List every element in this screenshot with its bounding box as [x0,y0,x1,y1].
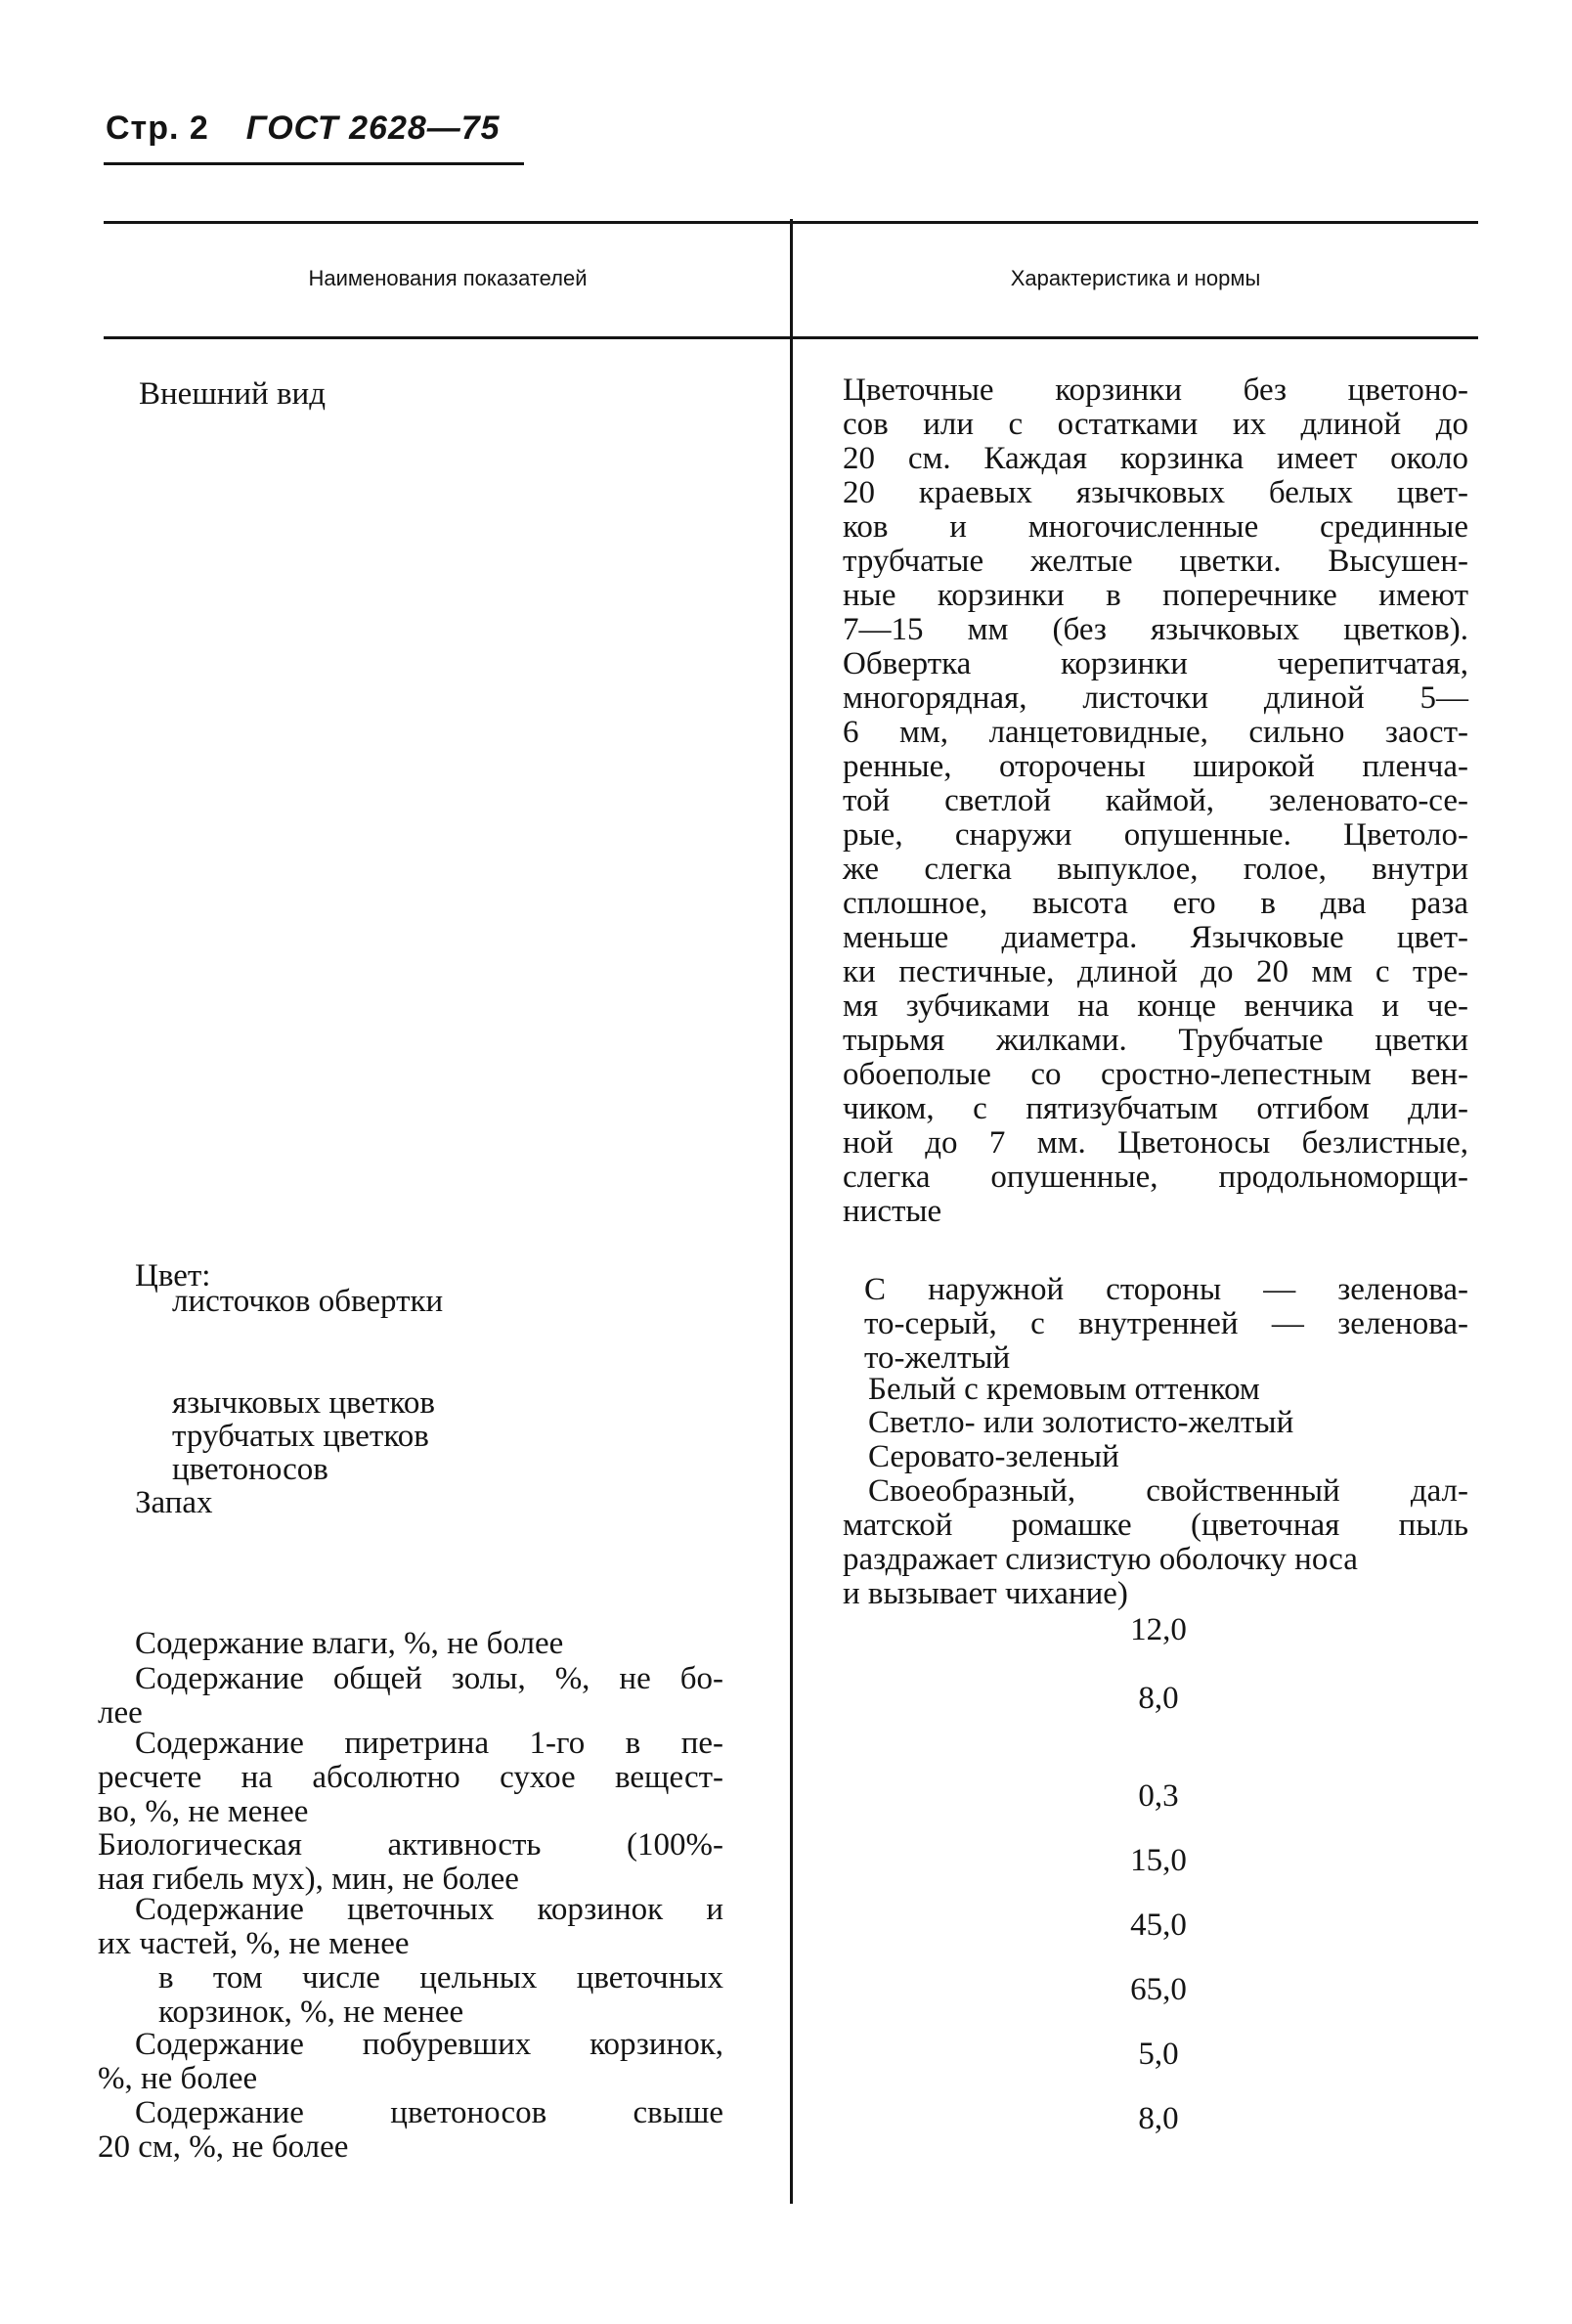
text-line: лее [98,1695,143,1731]
text-line: в том числе цельных цветочных [158,1960,723,1995]
text-line: раздражает слизистую оболочку носа [843,1542,1358,1577]
text-line: чиком, с пятизубчатым отгибом дли- [843,1091,1468,1126]
smell-label: Запах [135,1485,213,1520]
peduncles-color-value: Серовато-зеленый [868,1439,1119,1474]
indicator-label [98,1662,723,1731]
column-divider [790,219,793,2204]
standard-title: ГОСТ 2628—75 [245,110,501,147]
text-line: 7—15 мм (без язычковых цветков). [843,612,1468,647]
text-line: 20 см, %, не более [98,2129,349,2165]
indicator-value: 8,0 [1138,2101,1179,2136]
text-line: Содержание цветочных корзинок и [135,1892,723,1927]
text-line: ки пестичные, длиной до 20 мм с тре- [843,954,1468,989]
text-line: их частей, %, не менее [98,1926,410,1961]
header-rule [104,162,524,165]
indicator-label [158,1961,723,2030]
text-line: сов или с остатками их длиной до [843,407,1468,442]
indicator-label [98,2096,723,2165]
text-line: меньше диаметра. Язычковые цвет- [843,920,1468,955]
text-line: слегка опушенные, продольноморщи- [843,1160,1468,1195]
text-line: 20 краевых язычковых белых цвет- [843,475,1468,510]
ligulate-color-value: Белый с кремовым оттенком [868,1372,1260,1407]
text-line: ная гибель мух), мин, не более [98,1862,519,1897]
text-line: той светлой каймой, зеленовато-се- [843,783,1468,818]
indicator-value: 5,0 [1138,2037,1179,2072]
bracts-label: листочков обвертки [172,1284,444,1319]
indicator-value: 15,0 [1130,1843,1187,1878]
text-line: Содержание цветоносов свыше [135,2095,723,2130]
indicator-value: 65,0 [1130,1972,1187,2007]
page-number: Стр. 2 [106,110,209,147]
text-line: ресчете на абсолютно сухое вещест- [98,1760,723,1795]
text-line: то-желтый [864,1340,1011,1376]
text-line: то-серый, с внутренней — зеленова- [864,1306,1468,1341]
text-line: трубчатые желтые цветки. Высушен- [843,544,1468,579]
text-line: рые, снаружи опушенные. Цветоло- [843,817,1468,853]
text-line: во, %, не менее [98,1794,309,1829]
tubular-label: трубчатых цветков [172,1419,429,1454]
text-line: нистые [843,1194,942,1229]
text-line: ренные, оторочены широкой пленча- [843,749,1468,784]
text-line: и вызывает чихание) [843,1576,1128,1611]
text-line: Содержание пиретрина 1-го в пе- [135,1726,723,1761]
indicator-label [98,1893,723,1961]
color-label: Цвет: [135,1258,211,1294]
page-header [106,110,501,148]
indicator-label [98,1828,723,1897]
text-line: тырьмя жилками. Трубчатые цветки [843,1023,1468,1058]
text-line: Биологическая активность (100%- [98,1827,723,1863]
text-line: же слегка выпуклое, голое, внутри [843,852,1468,887]
text-line: Своеобразный, свойственный дал- [868,1473,1468,1509]
text-line: обоеполые со сростно-лепестным вен- [843,1057,1468,1092]
text-line: Цветочные корзинки без цветоно- [843,373,1468,408]
column-header-norms: Характеристика и нормы [1010,266,1261,290]
text-line: Содержание общей золы, %, не бо- [135,1661,723,1696]
text-line: сплошное, высота его в два раза [843,886,1468,921]
column-header-indicators: Наименования показателей [308,266,588,290]
text-line: матской ромашке (цветочная пыль [843,1508,1468,1543]
indicator-value: 8,0 [1138,1681,1179,1716]
indicator-label: Содержание влаги, %, не более [135,1626,564,1661]
text-line: ков и многочисленные срединные [843,509,1468,545]
text-line: ные корзинки в поперечнике имеют [843,578,1468,613]
text-line: С наружной стороны — зеленова- [864,1272,1468,1307]
indicator-label [98,2028,723,2096]
peduncles-label: цветоносов [172,1452,328,1487]
indicator-label [98,1727,723,1829]
indicator-value: 0,3 [1138,1778,1179,1814]
tubular-color-value: Светло- или золотисто-желтый [868,1405,1294,1440]
text-line: ной до 7 мм. Цветоносы безлистные, [843,1125,1468,1161]
text-line: корзинок, %, не менее [158,1995,464,2030]
text-line: 20 см. Каждая корзинка имеет около [843,441,1468,476]
indicator-value: 12,0 [1130,1612,1187,1647]
appearance-label: Внешний вид [139,376,326,412]
text-line: Обвертка корзинки черепитчатая, [843,646,1468,681]
indicator-value: 45,0 [1130,1907,1187,1943]
text-line: Содержание побуревших корзинок, [135,2027,723,2062]
appearance-description [843,373,1468,1229]
text-line: 6 мм, ланцетовидные, сильно заост- [843,715,1468,750]
text-line: %, не более [98,2061,258,2096]
smell-value [843,1474,1468,1611]
text-line: мя зубчиками на конце венчика и че- [843,988,1468,1024]
ligulate-label: язычковых цветков [172,1385,435,1421]
text-line: многорядная, листочки длиной 5— [843,680,1468,716]
bracts-color-value [864,1273,1468,1376]
